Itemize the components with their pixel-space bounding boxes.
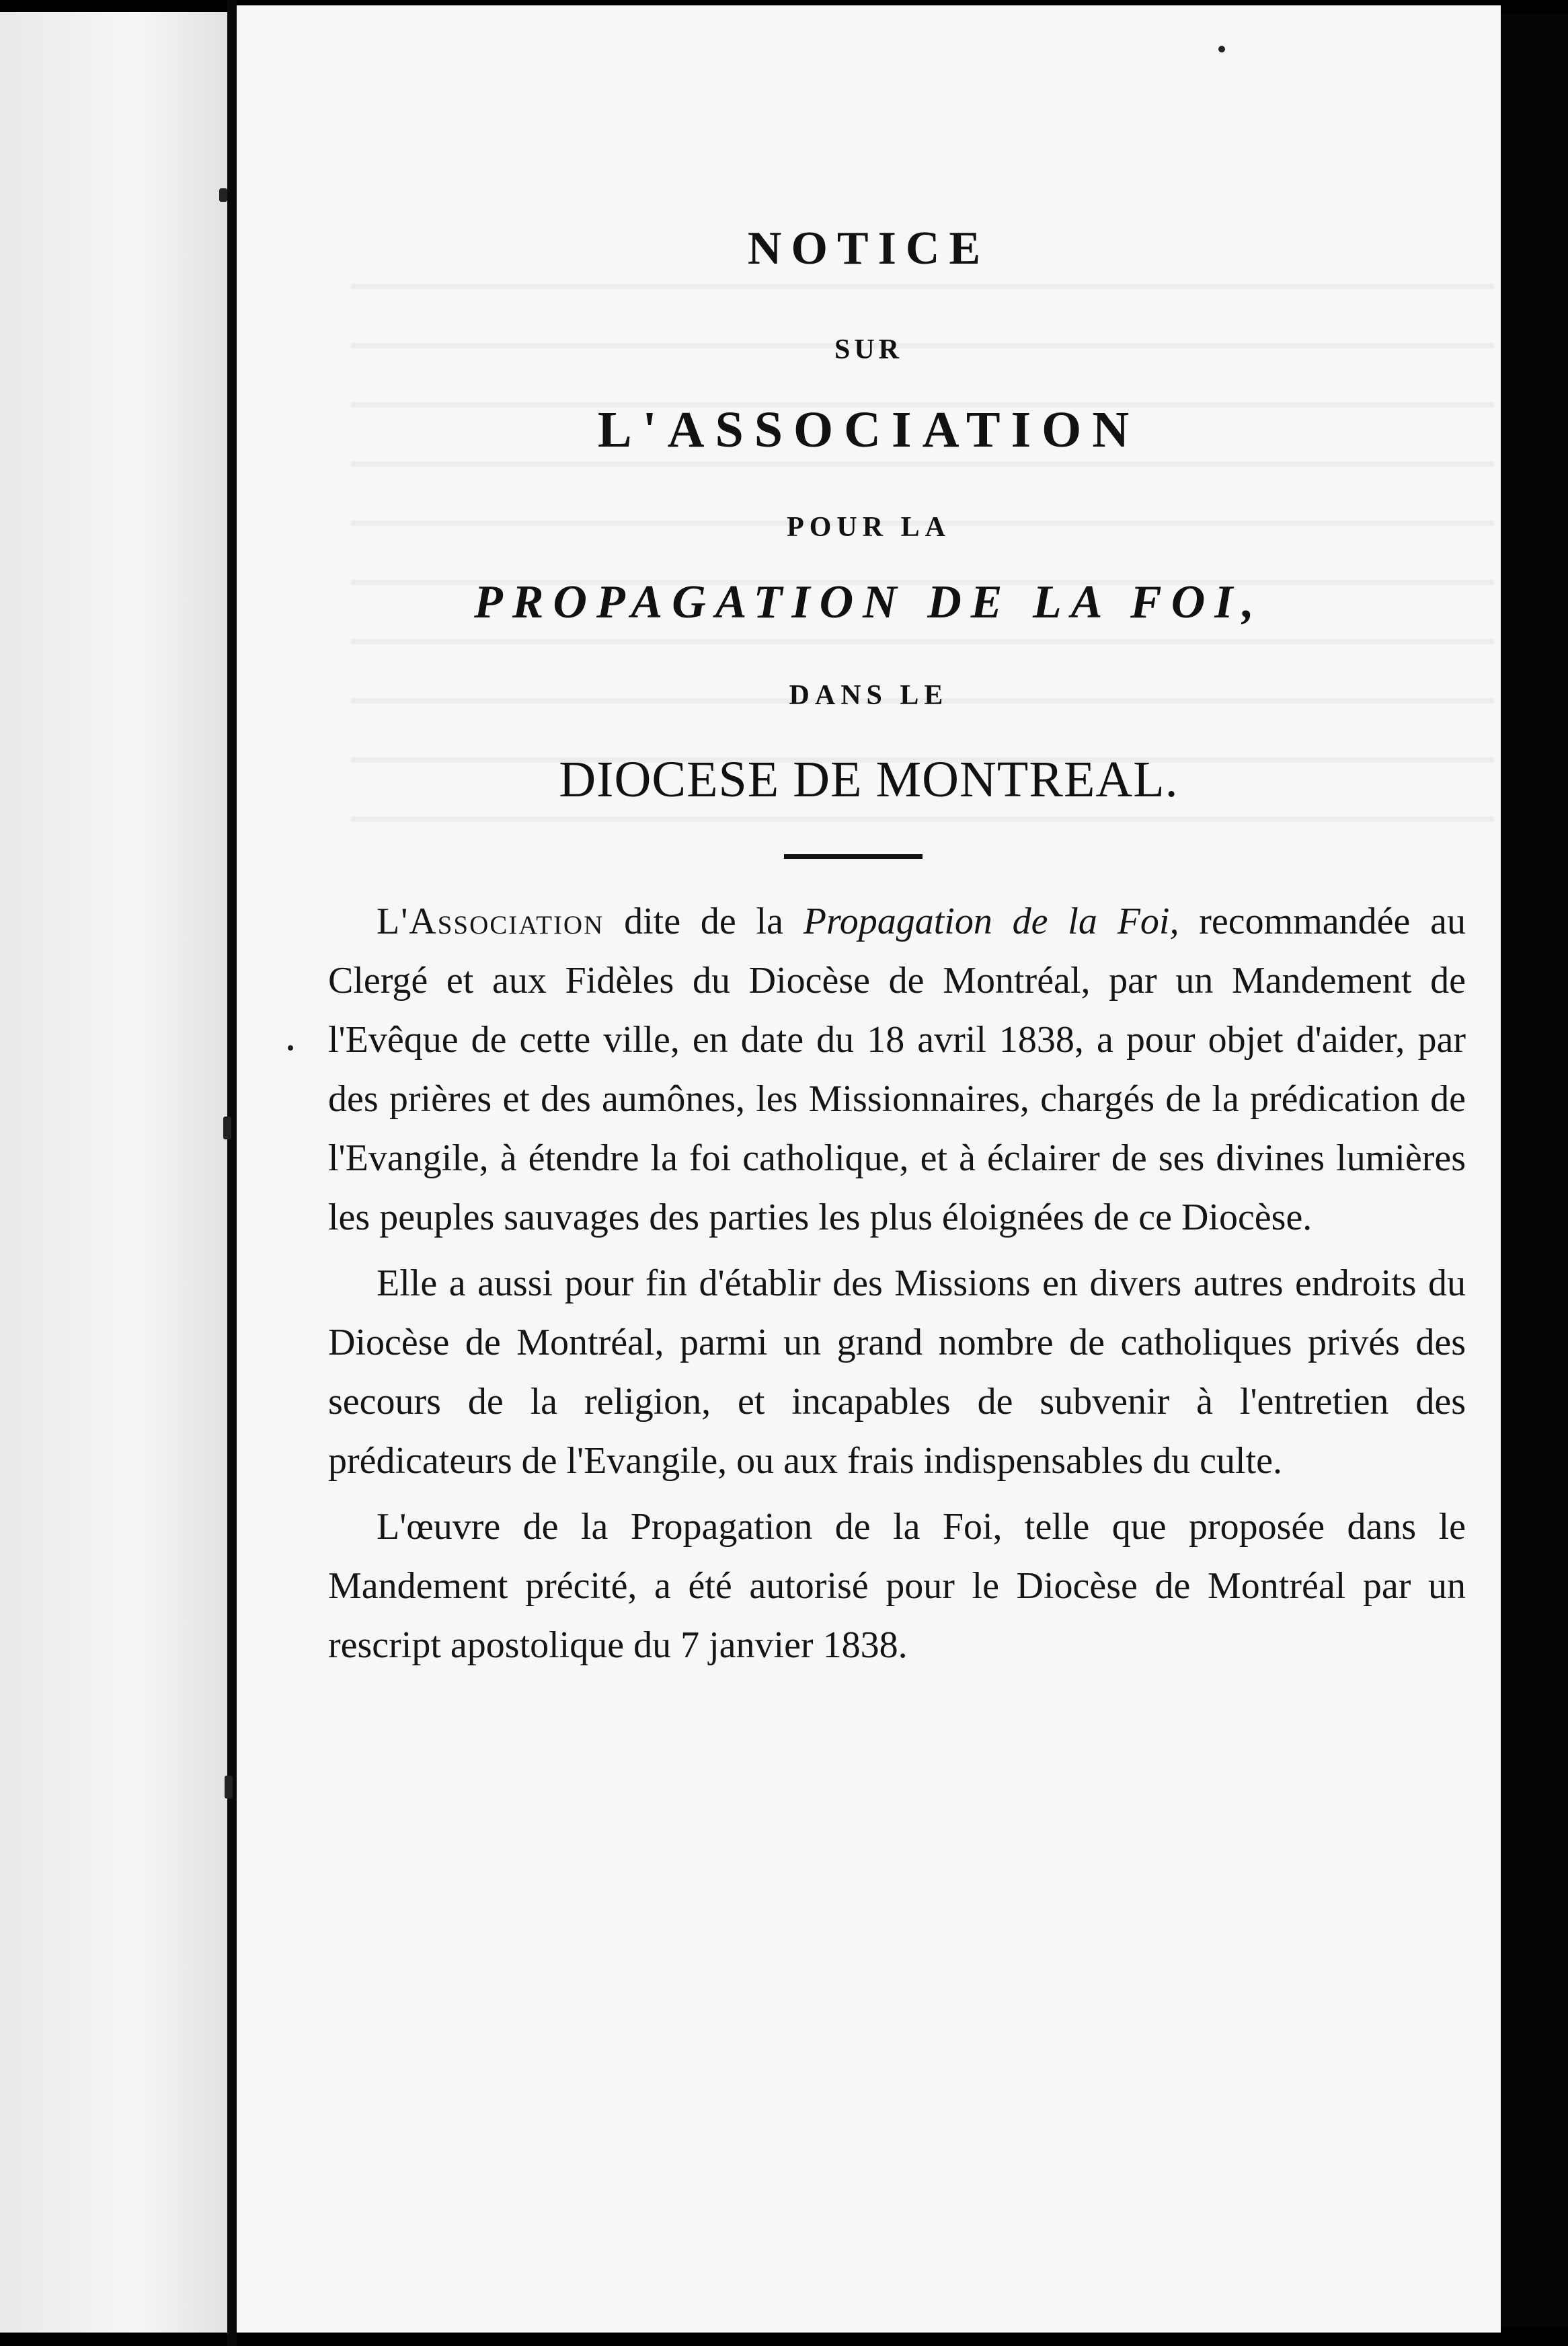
title-pour-la: POUR LA: [787, 512, 951, 543]
paragraph-2: Elle a aussi pour fin d'établir des Missions en divers autres endroits du Diocèse de Montréal, parmi un grand nombre de catholiques privés des secours de la religion, et incapables de subvenir à l'entretien des prédicateurs de l'Evangile, ou aux frais indispensables du culte.: [328, 1262, 1466, 1482]
paragraph-3: L'œuvre de la Propagation de la Foi, telle que proposée dans le Mandement précité, a été autorisé pour le Diocèse de Montréal par un rescript apostolique du 7 janvier 1838.: [328, 1506, 1466, 1666]
document-page: [237, 5, 1501, 2333]
left-page-edge: [0, 12, 227, 2333]
title-dans-le: DANS LE: [789, 680, 949, 711]
ink-speck: [288, 1045, 293, 1051]
binding-stitch: [225, 1776, 233, 1799]
title-notice: NOTICE: [747, 223, 990, 274]
title-diocese: DIOCESE DE MONTREAL.: [559, 751, 1179, 808]
right-margin-dark: [1501, 13, 1568, 2327]
ink-speck: [1218, 46, 1225, 52]
paragraph-1-lead: L'Association: [377, 901, 604, 942]
body-text: [328, 892, 1466, 1681]
binding-gutter: [227, 0, 237, 2346]
title-association: L'ASSOCIATION: [597, 402, 1140, 458]
title-propagation: PROPAGATION DE LA FOI,: [473, 576, 1264, 628]
paragraph-1: [328, 892, 1466, 1247]
title-rule: [784, 854, 923, 859]
paragraph-1-italic: Propagation de la Foi,: [803, 901, 1179, 942]
paragraph-1-a: dite de la: [604, 901, 803, 942]
binding-stitch: [223, 1117, 231, 1139]
paragraph-1-rest: recommandée au Clergé et aux Fidèles du Diocèse de Montréal, par un Mandement de l'Evêque de cette ville, en date du 18 avril 1838, a pour objet d'aider, par des prières et des aumônes, les Missionnaires, chargés de la prédication de l'Evangile, à étendre la foi catholique, et à éclairer de ses divines lumières les peuples sauvages des parties les plus éloignées de ce Diocèse.: [328, 901, 1466, 1238]
binding-stitch: [219, 188, 227, 202]
title-sur: SUR: [834, 334, 904, 365]
